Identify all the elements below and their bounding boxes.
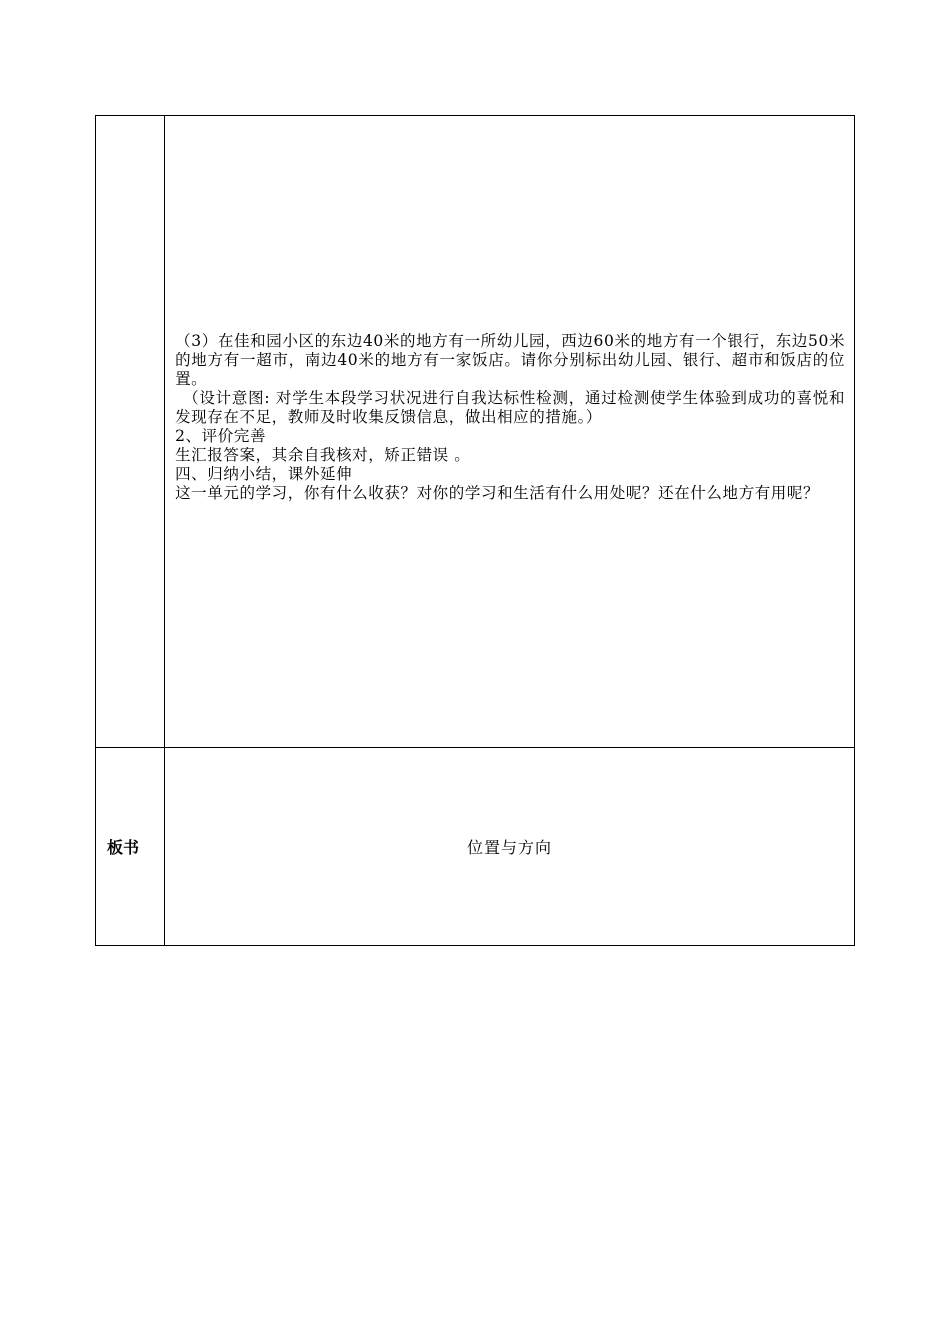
design-intent-paragraph: （设计意图: 对学生本段学习状况进行自我达标性检测，通过检测使学生体验到成功的喜悦和发现存在不足，教师及时收集反馈信息，做出相应的措施。） bbox=[175, 389, 846, 426]
board-content-cell bbox=[165, 748, 855, 946]
exercise-3-paragraph: （3）在佳和园小区的东边40米的地方有一所幼儿园，西边60米的地方有一个银行，东边50米的地方有一超市，南边40米的地方有一家饭店。请你分别标出幼儿园、银行、超市和饭店的位置。 bbox=[175, 332, 846, 388]
blackboard-row bbox=[96, 748, 855, 946]
process-content-cell bbox=[165, 116, 855, 748]
board-label-cell bbox=[96, 748, 165, 946]
evaluation-heading: 2、评价完善 bbox=[175, 427, 267, 445]
board-label: 板书 bbox=[107, 838, 140, 857]
process-label-cell bbox=[96, 116, 165, 748]
board-title: 位置与方向 bbox=[467, 838, 553, 857]
summary-heading: 四、归纳小结，课外延伸 bbox=[175, 465, 353, 483]
reflection-question-paragraph: 这一单元的学习，你有什么收获？对你的学习和生活有什么用处呢？还在什么地方有用呢？ bbox=[175, 484, 820, 502]
process-text bbox=[175, 332, 845, 503]
lesson-plan-table bbox=[95, 115, 855, 946]
report-answers-paragraph: 生汇报答案，其余自我核对，矫正错误 。 bbox=[175, 446, 471, 464]
teaching-process-row bbox=[96, 116, 855, 748]
